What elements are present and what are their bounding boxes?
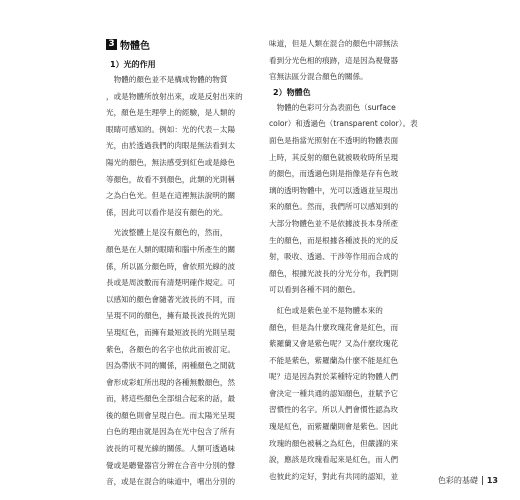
- paragraph-3: [269, 100, 449, 299]
- text-line: 波長的可視光線的關係。人類可透過味: [106, 444, 236, 454]
- subheading-object-color: 2）物體色: [273, 87, 311, 97]
- paragraph-4: [269, 303, 449, 486]
- text-line: 光，由於透過我們的肉眼是無法看到太: [106, 141, 236, 151]
- subheading-light-effect: 1）光的作用: [110, 60, 156, 69]
- text-line: 會形成彩虹所出現的各種無數顏色，然: [106, 377, 236, 387]
- text-line: 呢？這是因為對於某種特定的物體人們: [269, 372, 399, 382]
- paragraph-1: [106, 72, 286, 221]
- text-line: 味道，但是人類在混合的顏色中卻無法: [269, 39, 399, 48]
- right-column: [269, 36, 449, 485]
- text-line: 物體的顏色並不是構成物體的物質: [106, 75, 228, 84]
- text-line: 物體的色彩可分為表面色（surface: [269, 102, 396, 112]
- text-line: 官無法區分混合顏色的關係。: [269, 72, 368, 82]
- text-line: 係，因此可以看作是沒有顏色的光。: [106, 207, 228, 217]
- left-column: [106, 36, 286, 491]
- text-line: 後的顏色則會呈現白色。而太陽光呈現: [106, 410, 236, 420]
- text-line: 來的顏色。然而，我們所可以感知到的: [269, 202, 399, 212]
- text-line: color）和透過色（transparent color）。表: [269, 119, 418, 129]
- text-line: 大部分物體色並不是依據波長本身所產: [269, 218, 399, 228]
- text-line: 之為白色光。但是在這裡無法說明的關: [106, 191, 236, 201]
- text-line: 射，吸收、透過、干涉等作用而合成的: [269, 252, 399, 262]
- text-line: 因為帶狀不同的關係，兩種顏色之間就: [106, 361, 236, 371]
- text-line: ，或是物體所放射出來，或是反射出來的: [106, 91, 243, 101]
- text-line: 陽光的顏色，無法感受到紅色或是綠色: [106, 157, 236, 167]
- text-line: 上時，其反射的顏色就被吸收時所呈現: [269, 152, 399, 162]
- text-line: 係，所以區分顏色時，會依照光線的波: [106, 261, 236, 271]
- page-number: 13: [486, 476, 498, 485]
- text-line: 呈現紅色，而擁有最短波長的光則呈現: [106, 327, 236, 337]
- paragraph-2: [106, 225, 286, 491]
- text-line: 以感知的顏色會隨著光波長的不同，而: [106, 294, 236, 304]
- text-line: 而，將這些顏色全部組合起來的話，最: [106, 394, 236, 404]
- text-line: 習慣性的名字。所以人們會慣性認為玫: [269, 405, 399, 415]
- text-line: 璃的透明物體中，光可以透過並呈現出: [269, 185, 399, 195]
- section-heading: [106, 36, 286, 52]
- text-line: 面色是指當光照射在不透明的物體表面: [269, 135, 399, 145]
- text-line: 生的顏色，而是根據各種波長的光的反: [269, 235, 399, 245]
- text-line: 說，應該是玫瑰看起來是紅色，而人們: [269, 455, 399, 465]
- section-title: 物體色: [120, 40, 150, 52]
- text-line: 長或是周波數而有清楚明確作規定。可: [106, 278, 236, 288]
- text-line: 也彼此約定好，對此有共同的認知，並: [269, 471, 399, 481]
- text-line: 等顏色，故看不到顏色，此類的光則稱: [106, 174, 236, 184]
- section-number-badge: 3: [106, 39, 117, 50]
- text-line: 覺或是聽覺器官分辨在合音中分別的聲: [106, 460, 236, 470]
- text-line: 顏色是在人類的眼睛和腦中所產生的關: [106, 244, 236, 254]
- footer-chapter-label: 色彩的基礎: [437, 476, 478, 485]
- text-line: 可以看到各種不同的顏色。: [269, 285, 361, 295]
- text-line: 紫色，各顏色的名字也依此而被訂定。: [106, 344, 236, 354]
- text-line: 看到分光色相的痕跡，這是因為視覺器: [269, 55, 399, 65]
- text-line: 光波整體上是沒有顏色的，然而，: [106, 228, 228, 238]
- text-line: 白色的理由就是因為在光中包含了所有: [106, 427, 236, 437]
- text-line: 會決定一種共通的認知顏色，並賦予它: [269, 388, 399, 398]
- page-footer: [438, 475, 498, 486]
- text-line: 瑰是紅色，而紫羅蘭則會是紫色。因此: [269, 422, 399, 432]
- text-line: 紅色或是紫色並不是物體本來的: [269, 305, 383, 315]
- continued-paragraph: [269, 36, 449, 86]
- text-line: 眼睛可感知的。例如：光的代表－太陽: [106, 124, 236, 134]
- footer-divider: [482, 476, 483, 485]
- text-line: 紫羅蘭又會是紫色呢？又為什麼玫瑰花: [269, 339, 399, 349]
- text-line: 顏色，但是為什麼玫瑰花會是紅色，而: [269, 322, 399, 332]
- text-line: 顏色，根據光波長的分光分布，我們則: [269, 268, 399, 278]
- text-line: 音，或是在混合的味道中，嚐出分別的: [106, 477, 236, 487]
- text-line: 光，顏色是生理學上的經驗，是人類的: [106, 108, 236, 118]
- text-line: 的顏色，而透過色則是指像是存有色玻: [269, 169, 399, 179]
- text-line: 不能是紫色，紫羅蘭為什麼不能是紅色: [269, 355, 399, 365]
- text-line: 玫瑰的顏色被稱之為紅色，但嚴謹的來: [269, 438, 399, 448]
- text-line: 呈現不同的顏色，擁有最長波長的光則: [106, 311, 236, 321]
